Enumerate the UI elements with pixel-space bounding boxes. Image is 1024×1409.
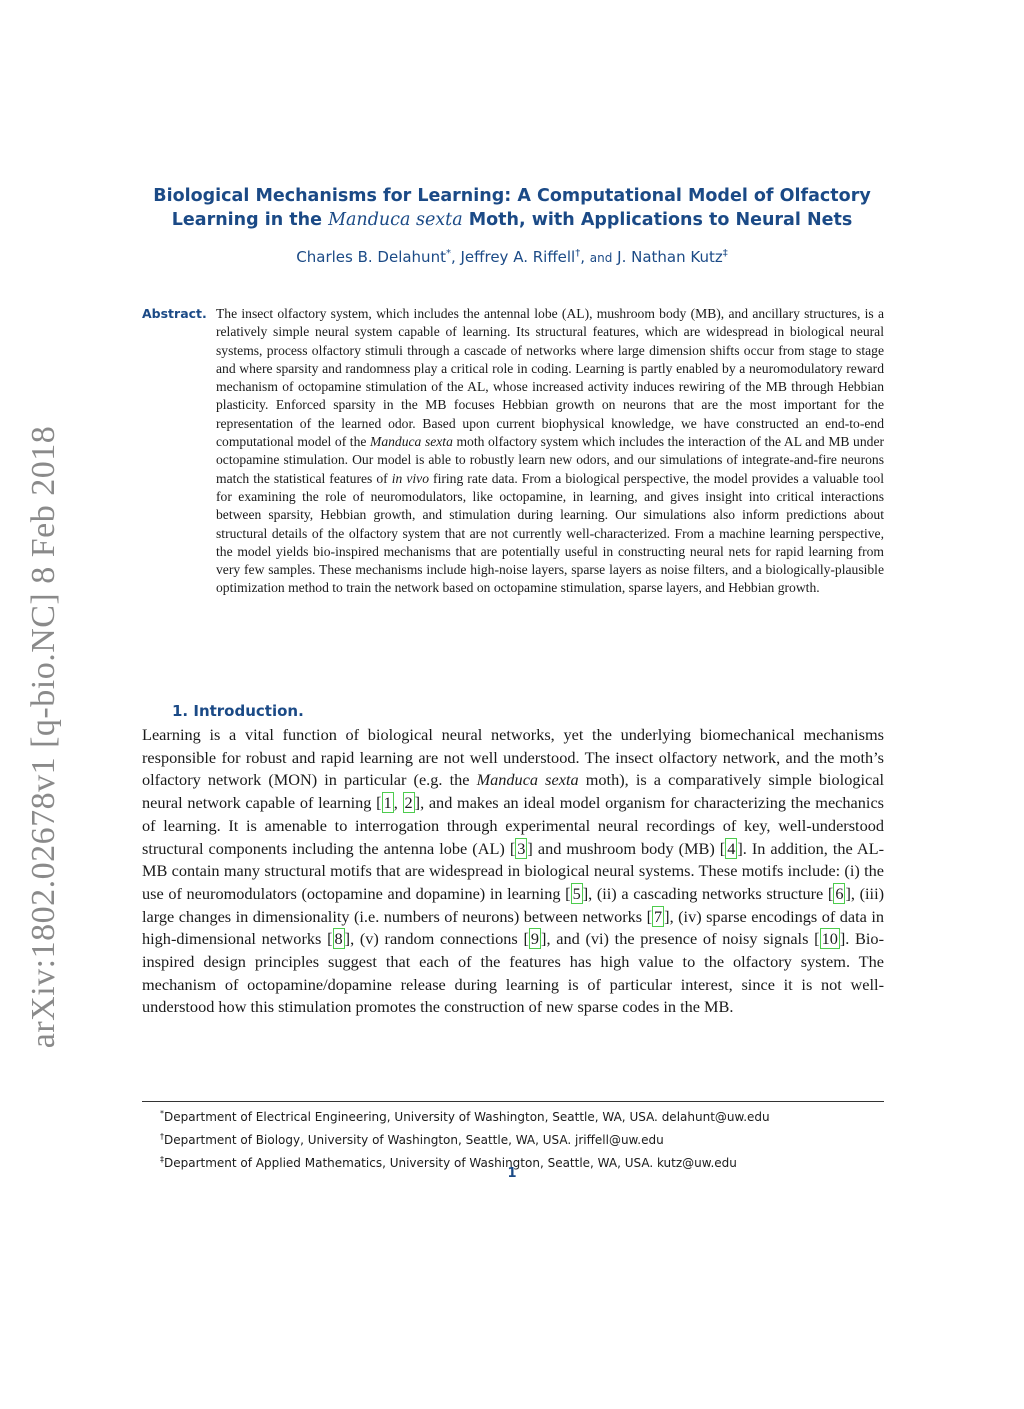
- abstract-species: Manduca sexta: [370, 434, 453, 450]
- intro-text: , (iv) sparse encodings of data in high-dimensional networks: [142, 906, 884, 949]
- citation-link[interactable]: 8: [334, 929, 343, 949]
- footnote-2-mark: †: [160, 1132, 164, 1141]
- citation-link[interactable]: 2: [404, 793, 413, 813]
- author-2: Jeffrey A. Riffell: [460, 248, 576, 266]
- introduction-paragraph: Learning is a vital function of biological neural networks, yet the underlying biomechanical mechanisms responsible for robust and rapid learning are not well understood. The insect olfactory network, and the moth’s olfactory network (MON) in particular (e.g. the Manduca sexta moth), is a comparatively simple biological neural network capable of learning [ 1 , 2 ], and makes an ideal model organism for characterizing the mechanics of learning. It is amenable to interrogation through experimental neural recordings of key, well-understood structural components including the antenna lobe (AL) [ 3 ] and mushroom body (MB) [ 4 ]. In addition, the AL-MB contain many structural motifs that are widespread in biological neural systems. These motifs include: (i) the use of neuromodulators (octopamine and dopamine) in learning [ 5 ], (ii) a cascading networks structure [ 6 ], (iii) large changes in dimensionality (i.e. numbers of neurons) between networks [ 7 ], (iv) sparse encodings of data in high-dimensional networks [ 8 ], (v) random connections [ 9 ], and (vi) the presence of noisy signals [ 10 ]. Bio-inspired design principles suggest that each of the features has high value to the olfactory system. The mechanism of octopamine/dopamine release during learning is of particular interest, since it is not well-understood how this stimulation promotes the construction of new sparse codes in the MB.: [142, 725, 885, 1017]
- title-line-2-post: Moth, with Applications to Neural Nets: [468, 210, 853, 230]
- intro-species: Manduca sexta: [476, 770, 579, 790]
- footnote-1-text: Department of Electrical Engineering, University of Washington, Seattle, WA, USA. delahunt@uw.edu: [164, 1110, 770, 1124]
- intro-text: and mushroom body (MB): [537, 838, 715, 858]
- intro-text: Learning is a vital function of biological neural networks, yet the underlying biomechanical mechanisms responsible for robust and rapid learning are not well understood. The insect olfactory network, and the moth’s olfactory network (MON) in particular (e.g. the: [142, 725, 884, 790]
- citation-link[interactable]: 5: [572, 883, 581, 903]
- intro-text: . Bio-inspired design principles suggest that each of the features has high value to the olfactory system. The mechanism of octopamine/dopamine release during learning is of particular interest, since it is not well-understood how this stimulation promotes the construction of new sparse codes in the MB.: [142, 929, 884, 1017]
- footnote-3-mark: ‡: [160, 1155, 164, 1164]
- intro-text: , (ii) a cascading networks structure: [588, 883, 824, 903]
- intro-text: , (v) random connections: [350, 929, 518, 949]
- intro-text: , and makes an ideal model organism for characterizing the mechanics of learning. It is amenable to interrogation through experimental neural recordings of key, well-understood structural components including the antenna lobe (AL): [142, 793, 885, 858]
- abstract-block: [142, 305, 884, 598]
- author-2-mark: †: [575, 248, 581, 259]
- abstract-part-3: firing rate data. From a biological perspective, the model provides a valuable tool for examining the role of neuromodulators, like octopamine, in learning, and gives insight into critical interactions between sparsity, Hebbian growth, and stimulation during learning. Our simulations also inform predictions about structural details of the olfactory system that are not currently well-characterized. From a machine learning perspective, the model yields bio-inspired mechanisms that are potentially useful in constructing neural nets for rapid learning from very few samples. These mechanisms include high-noise layers, sparse layers as noise filters, and a biologically-plausible optimization method to train the network based on octopamine stimulation, sparse layers, and Hebbian growth.: [216, 470, 884, 596]
- arxiv-side-stamp: arXiv:1802.02678v1 [q-bio.NC] 8 Feb 2018: [25, 425, 62, 1049]
- citation-link[interactable]: 3: [517, 838, 526, 858]
- footnote-3-text: Department of Applied Mathematics, University of Washington, Seattle, WA, USA. kutz@uw.edu: [164, 1156, 737, 1170]
- footnote-3: [160, 1150, 884, 1173]
- footnote-1: [160, 1104, 884, 1127]
- abstract-label: Abstract.: [142, 306, 207, 321]
- title-line-1: Biological Mechanisms for Learning: A Computational Model of Olfactory: [153, 186, 871, 206]
- page-number: 1: [507, 1166, 517, 1181]
- citation-link[interactable]: 9: [530, 929, 540, 949]
- citation-link[interactable]: 6: [835, 883, 844, 903]
- abstract-text: [216, 305, 884, 598]
- author-and: and: [589, 251, 613, 265]
- title-line-2-pre: Learning in the: [171, 210, 322, 230]
- footnotes: [160, 1104, 884, 1173]
- citation-link[interactable]: 10: [821, 929, 838, 949]
- abstract-part-2: moth olfactory system which includes the interaction of the AL and MB under octopamine stimulation. Our model is able to robustly learn new odors, and our simulations of integrate-and-fire neurons match the statistical features of: [216, 434, 885, 486]
- title-line-2: [140, 208, 884, 232]
- abstract-part-1: The insect olfactory system, which includes the antennal lobe (AL), mushroom body (MB), and ancillary structures, is a relatively simple neural system capable of learning. Its structural features, which are widespread in biological neural systems, process olfactory stimuli through a cascade of networks where large dimension shifts occur from stage to stage and where sparsity and randomness play a critical role in coding. Learning is partly enabled by a neuromodulatory reward mechanism of octopamine stimulation of the AL, whose increased activity induces rewiring of the MB through Hebbian plasticity. Enforced sparsity in the MB focuses Hebbian growth on neurons that are the most important for the representation of the learned odor. Based upon current biophysical knowledge, we have constructed an end-to-end computational model of the: [216, 306, 884, 450]
- citation-link[interactable]: 7: [654, 906, 663, 926]
- intro-text: , and (vi) the presence of noisy signals: [546, 929, 809, 949]
- citation-link[interactable]: 1: [383, 793, 392, 813]
- footnote-1-mark: *: [160, 1109, 164, 1118]
- author-list: Charles B. Delahunt*, Jeffrey A. Riffell†, and J. Nathan Kutz‡: [296, 248, 728, 266]
- title-species: Manduca sexta: [328, 210, 463, 230]
- intro-text: moth), is a comparatively simple biological neural network capable of learning: [142, 770, 884, 813]
- intro-text: . In addition, the AL-MB contain many structural motifs that are widespread in biological neural systems. These motifs include: (i) the use of neuromodulators (octopamine and dopamine) in learning: [142, 838, 884, 903]
- paper-title: [140, 184, 884, 232]
- footnote-2: [160, 1127, 884, 1150]
- author-1-mark: *: [445, 248, 451, 259]
- abstract-in-vivo: in vivo: [391, 470, 429, 486]
- author-3: J. Nathan Kutz: [617, 248, 723, 266]
- citation-link[interactable]: 4: [727, 838, 736, 858]
- footnote-2-text: Department of Biology, University of Washington, Seattle, WA, USA. jriffell@uw.edu: [164, 1133, 664, 1147]
- section-heading: 1. Introduction.: [172, 702, 304, 720]
- intro-text: , (iii) large changes in dimensionality (i.e. numbers of neurons) between networks: [142, 883, 885, 926]
- author-3-mark: ‡: [722, 248, 728, 259]
- footnote-divider: [142, 1101, 884, 1102]
- author-1: Charles B. Delahunt: [296, 248, 446, 266]
